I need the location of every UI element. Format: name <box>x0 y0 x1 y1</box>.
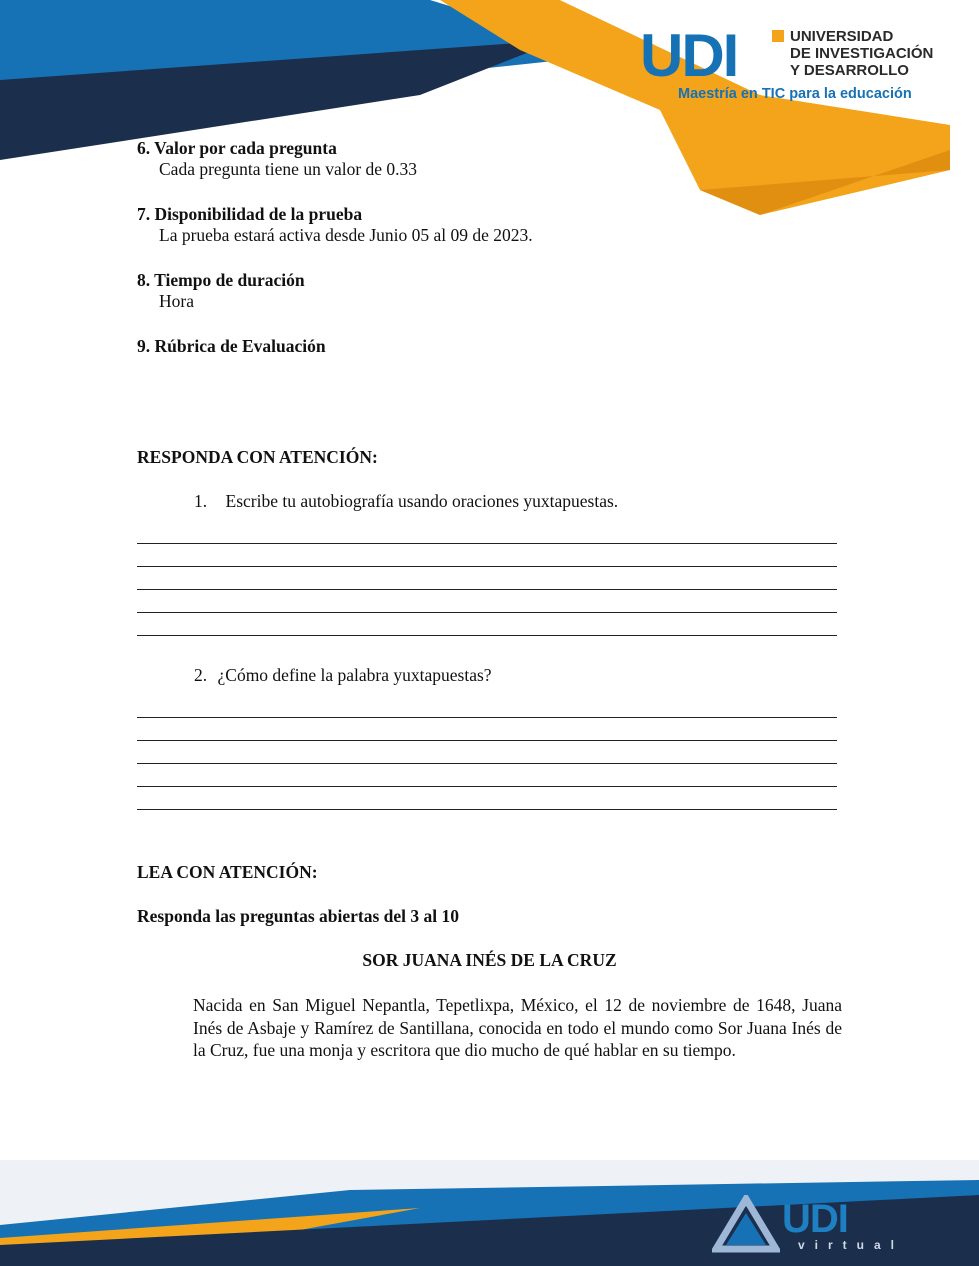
udi-virtual-emblem-icon <box>712 1195 780 1253</box>
section-6-title: 6. Valor por cada pregunta <box>137 138 337 158</box>
logo-dot <box>772 30 784 42</box>
question-2-text: ¿Cómo define la palabra yuxtapuestas? <box>217 665 492 685</box>
section-8-text: Hora <box>159 291 194 311</box>
reading-title: SOR JUANA INÉS DE LA CRUZ <box>362 950 617 970</box>
lea-subheading: Responda las preguntas abiertas del 3 al 10 <box>137 906 460 926</box>
section-6-text: Cada pregunta tiene un valor de 0.33 <box>159 159 418 179</box>
udi-virtual-sub: virtual <box>798 1238 905 1252</box>
reading-paragraph-text: Nacida en San Miguel Nepantla, Tepetlixpa, México, el 12 de noviembre de 1648, Juana Inés de Asbaje y Ramírez de Santillana, conocida en todo el mundo como Sor Juana Inés de la Cruz, fue una monja y escritora que dio mucho de qué hablar en su tiempo. <box>193 995 842 1060</box>
question-1-text: Escribe tu autobiografía usando oraciones yuxtapuestas. <box>225 491 619 511</box>
udi-virtual-mark: UDI <box>782 1197 848 1241</box>
logo-mark: UDI <box>640 22 738 89</box>
logo-line-2: DE INVESTIGACIÓN <box>790 45 934 62</box>
udi-logo <box>640 22 940 110</box>
answer-lines-1[interactable] <box>137 521 837 636</box>
section-8 <box>137 270 305 312</box>
section-9 <box>137 336 326 357</box>
logo-program: Maestría en TIC para la educación <box>678 86 912 102</box>
section-7-text: La prueba estará activa desde Junio 05 al 09 de 2023. <box>159 225 533 245</box>
section-8-title: 8. Tiempo de duración <box>137 270 305 290</box>
question-2 <box>194 665 492 686</box>
logo-line-3: Y DESARROLLO <box>790 62 909 79</box>
logo-university-name <box>790 28 933 79</box>
lea-heading: LEA CON ATENCIÓN: <box>137 862 318 882</box>
section-9-title: 9. Rúbrica de Evaluación <box>137 336 326 356</box>
section-7 <box>137 204 533 246</box>
logo-line-1: UNIVERSIDAD <box>790 28 894 45</box>
question-1-number: 1. <box>194 491 208 511</box>
udi-virtual-logo <box>712 1195 912 1255</box>
section-7-title: 7. Disponibilidad de la prueba <box>137 204 363 224</box>
reading-paragraph <box>137 994 842 1062</box>
question-1 <box>194 491 618 512</box>
section-6 <box>137 138 417 180</box>
question-2-number: 2. <box>194 665 208 685</box>
responda-heading: RESPONDA CON ATENCIÓN: <box>137 447 378 467</box>
answer-lines-2[interactable] <box>137 695 837 810</box>
